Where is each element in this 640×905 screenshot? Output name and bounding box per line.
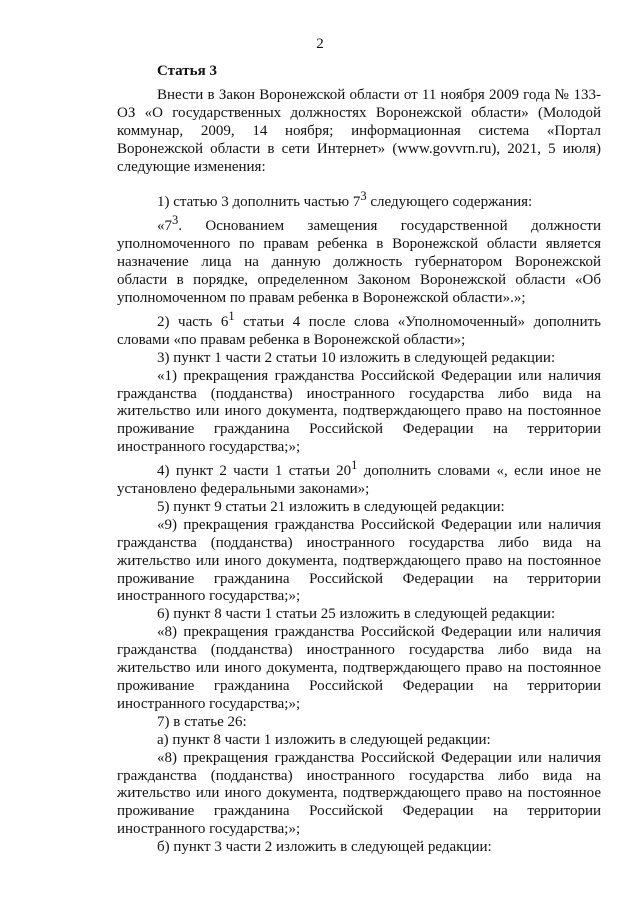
item-7b: б) пункт 3 части 2 изложить в следующей редакции: (157, 839, 492, 856)
quote-3: «1) прекращения гражданства Российской Федерации или наличия гражданства (подданства) иностранного государства либо вида на жительство или иного документа, подтверждающего право на постоянное проживание гражданина Российской Федерации на территории иностранного государства;»; (117, 367, 601, 456)
quote-5: «9) прекращения гражданства Российской Федерации или наличия гражданства (подданства) иностранного государства либо вида на жительство или иного документа, подтверждающего право на постоянное проживание гражданина Российской Федерации на территории иностранного государства;»; (117, 516, 601, 605)
item-3: 3) пункт 1 части 2 статьи 10 изложить в следующей редакции: (157, 349, 556, 366)
item-2: 2) часть $6^1$ статьи 4 после слова «Уполномоченный» дополнить словами «по правам ребенка в Воронежской области»; (117, 308, 601, 348)
article-heading: Статья 3 (157, 63, 217, 79)
paragraph-gap (117, 176, 601, 188)
item-5: 5) пункт 9 статьи 21 изложить в следующей редакции: (157, 498, 505, 515)
item-6: 6) пункт 8 части 1 статьи 25 изложить в следующей редакции: (157, 606, 556, 623)
quote-1: «$7^3$. Основанием замещения государственной должности уполномоченного по правам ребенка в Воронежской области является назначение лица на данную должность губернатором Воронежской области в порядке, определенном Законом Воронежской области «Об уполномоченном по правам ребенка в Воронежской области».»; (117, 213, 601, 306)
page-number: 2 (316, 36, 324, 52)
item-7: 7) в статье 26: (157, 713, 247, 730)
item-1: 1) статью 3 дополнить частью $7^3$ следующего содержания: (157, 189, 533, 211)
quote-7a: «8) прекращения гражданства Российской Федерации или наличия гражданства (подданства) иностранного государства либо вида на жительство или иного документа, подтверждающего право на постоянное проживание гражданина Российской Федерации на территории иностранного государства;»; (117, 749, 601, 838)
quote-6: «8) прекращения гражданства Российской Федерации или наличия гражданства (подданства) иностранного государства либо вида на жительство или иного документа, подтверждающего право на постоянное проживание гражданина Российской Федерации на территории иностранного государства;»; (117, 624, 601, 712)
intro-paragraph: Внести в Закон Воронежской области от 11 ноября 2009 года № 133-ОЗ «О государственных должностях Воронежской области» (Молодой коммунар, 2009, 14 ноября; информационная система «Портал Воронежской области в сети Интернет» (www.govvrn.ru), 2021, 5 июля) следующие изменения: (117, 86, 601, 175)
item-7a: а) пункт 8 части 1 изложить в следующей редакции: (157, 731, 491, 748)
document-body (117, 63, 601, 857)
item-4: 4) пункт 2 части 1 статьи $20^1$ дополнить словами «, если иное не установлено федеральными законами»; (117, 458, 601, 498)
